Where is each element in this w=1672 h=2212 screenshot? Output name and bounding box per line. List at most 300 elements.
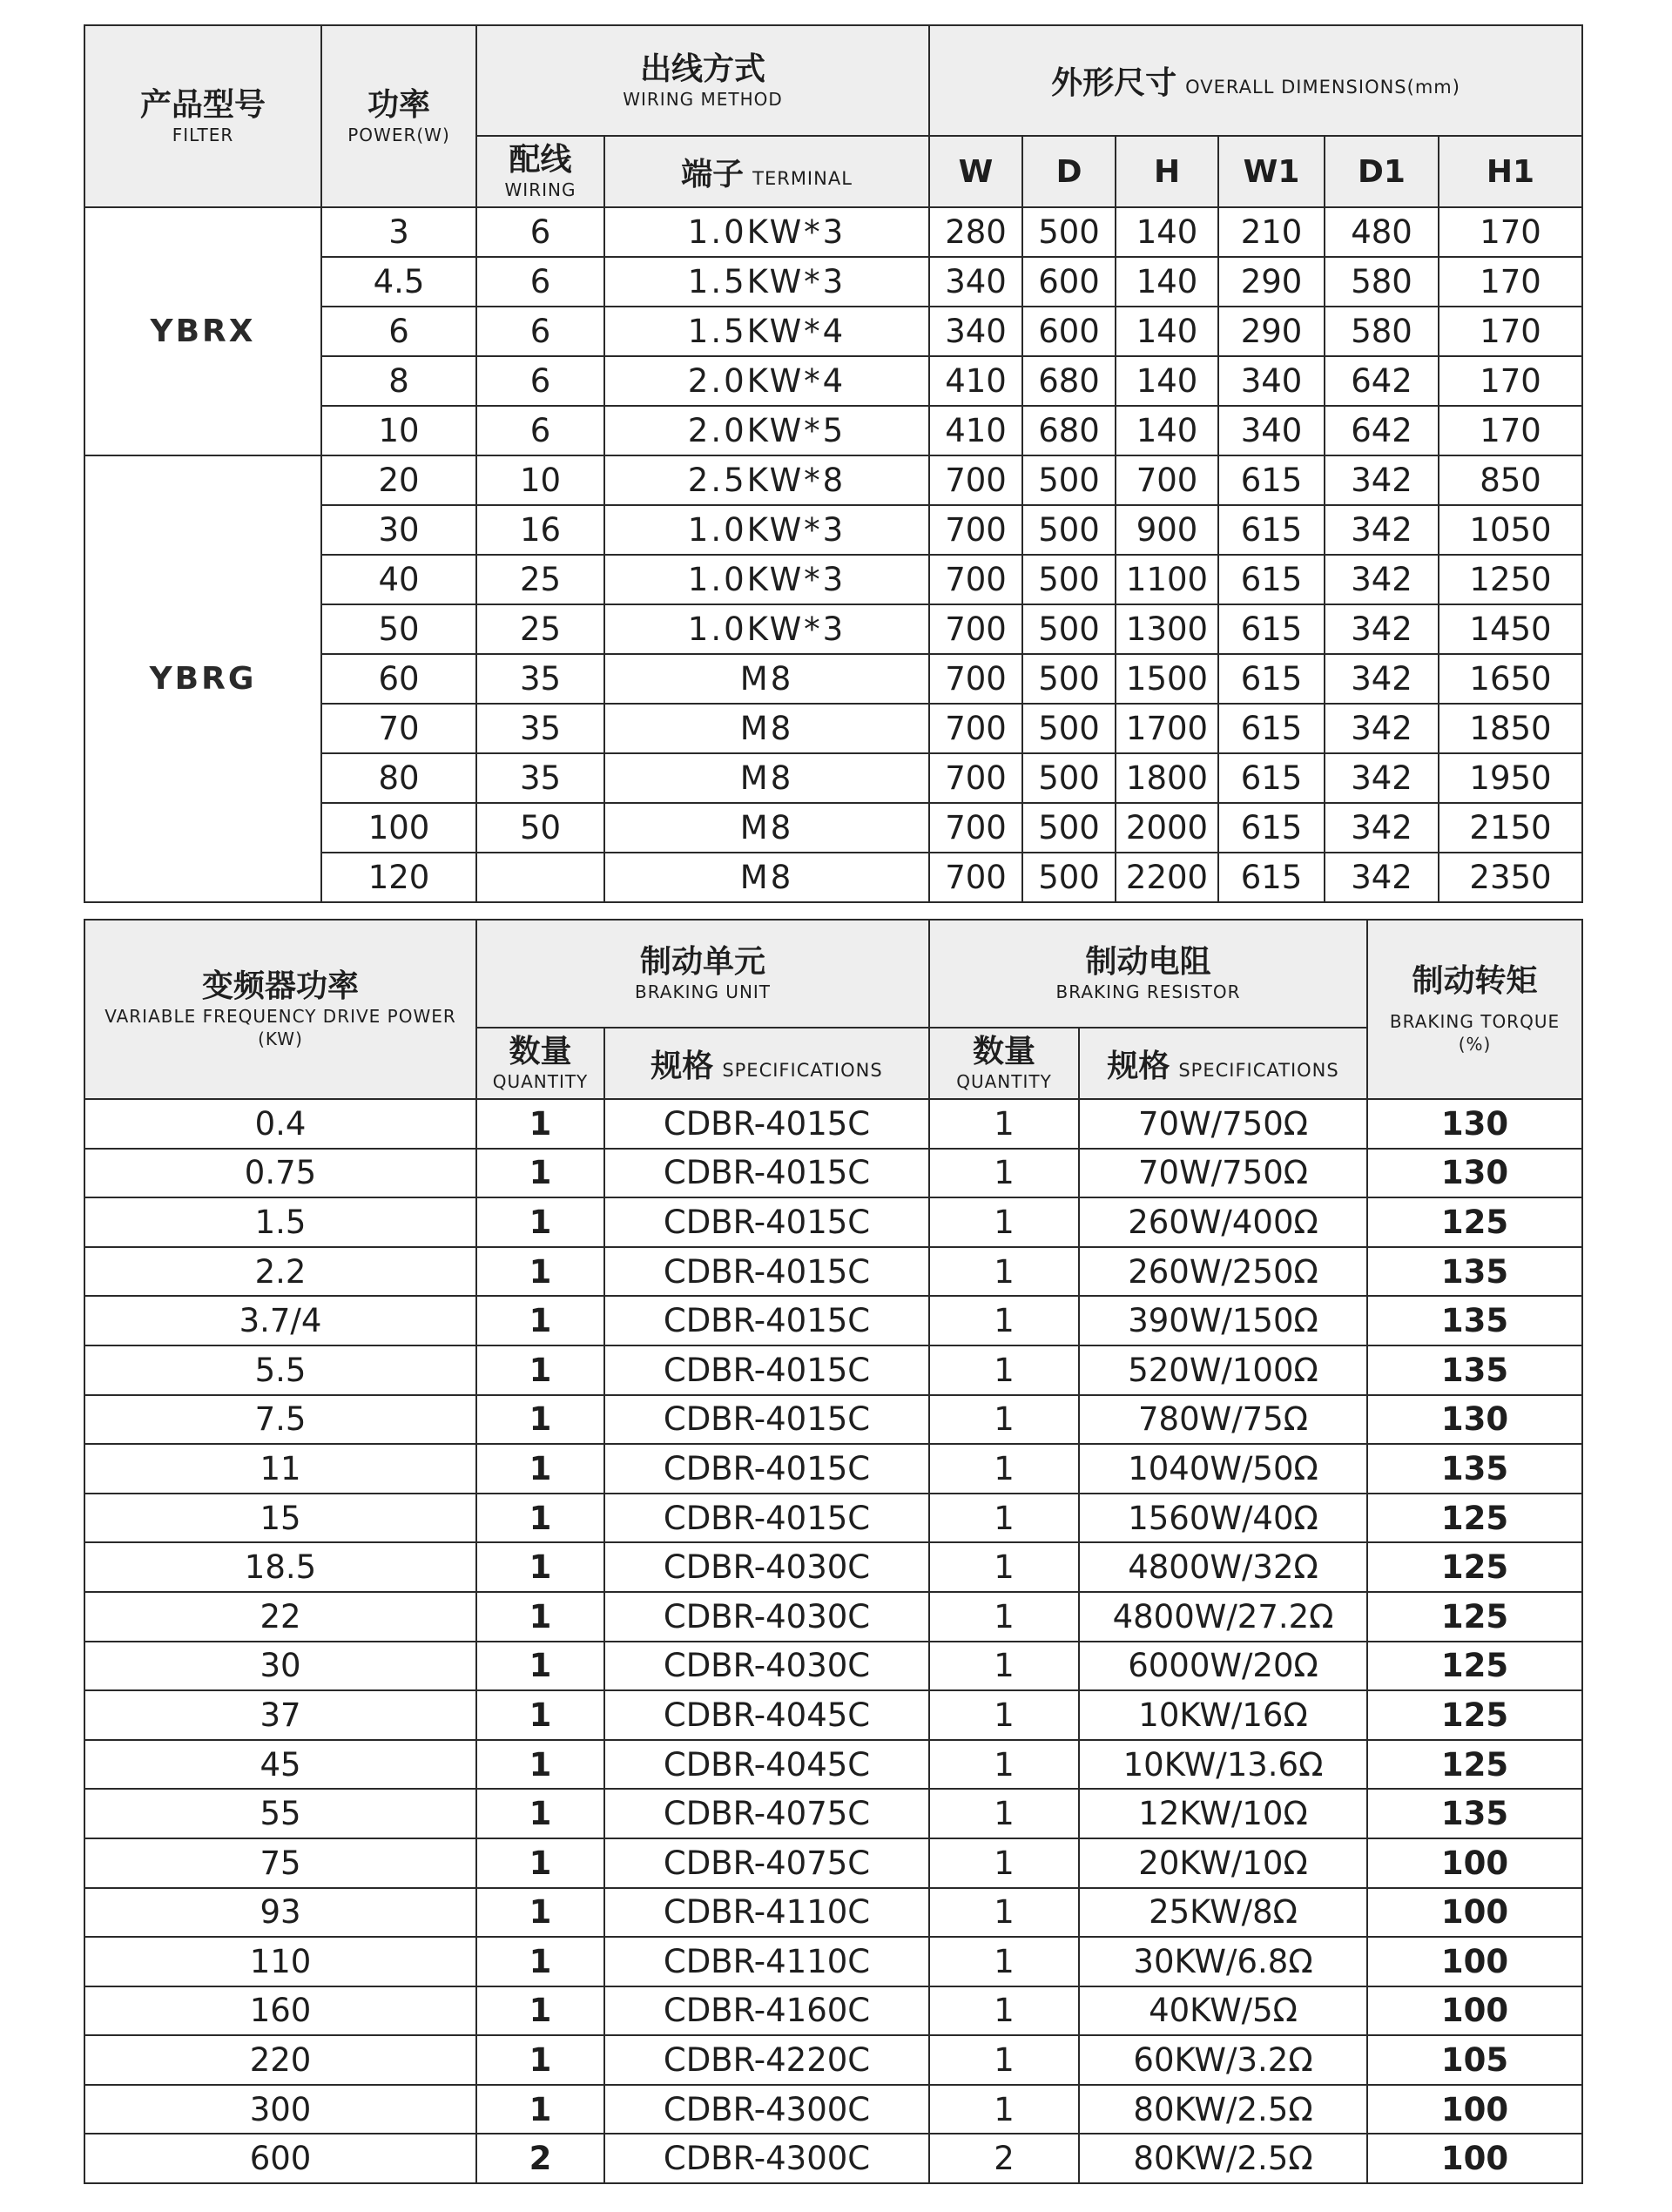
- resistor-spec-cell: 70W/750Ω: [1079, 1149, 1367, 1198]
- header-power: [321, 25, 476, 207]
- dim-d1-cell: 342: [1325, 803, 1439, 853]
- unit-spec-cell: CDBR-4015C: [604, 1197, 929, 1247]
- terminal-cell: 1.0KW*3: [604, 604, 929, 654]
- header-vfd-power: [84, 920, 476, 1099]
- table-row: [84, 1345, 1582, 1395]
- resistor-quantity-cell: 1: [929, 1247, 1079, 1297]
- dim-d1-cell: 342: [1325, 455, 1439, 505]
- resistor-quantity-cell: 1: [929, 1888, 1079, 1938]
- dim-w1-cell: 290: [1218, 307, 1325, 356]
- dim-w-cell: 700: [929, 604, 1022, 654]
- dim-h1-cell: 170: [1439, 307, 1582, 356]
- torque-cell: 100: [1367, 1937, 1582, 1986]
- power-cell: 6: [321, 307, 476, 356]
- dim-w-cell: 340: [929, 257, 1022, 307]
- terminal-cell: M8: [604, 803, 929, 853]
- resistor-spec-cell: 80KW/2.5Ω: [1079, 2085, 1367, 2134]
- unit-spec-cell: CDBR-4030C: [604, 1542, 929, 1592]
- header-braking-torque-unit: (%): [1458, 1034, 1492, 1055]
- unit-quantity-cell: 1: [476, 1494, 604, 1543]
- model-cell: YBRX: [84, 207, 321, 455]
- resistor-spec-cell: 70W/750Ω: [1079, 1099, 1367, 1149]
- terminal-cell: M8: [604, 753, 929, 803]
- dim-w1-cell: 615: [1218, 704, 1325, 753]
- power-cell: 8: [321, 356, 476, 406]
- dim-d-cell: 500: [1022, 555, 1116, 604]
- dim-h-cell: 140: [1116, 207, 1218, 257]
- dim-w-cell: 700: [929, 455, 1022, 505]
- dim-w1-cell: 290: [1218, 257, 1325, 307]
- dim-h1-cell: 1850: [1439, 704, 1582, 753]
- dim-w-cell: 700: [929, 555, 1022, 604]
- unit-quantity-cell: 1: [476, 2035, 604, 2085]
- table-row: [84, 1888, 1582, 1938]
- dim-w-cell: 340: [929, 307, 1022, 356]
- dim-h1-cell: 2150: [1439, 803, 1582, 853]
- header-terminal-en: TERMINAL: [752, 167, 853, 189]
- header-model: [84, 25, 321, 207]
- header-resistor-spec-cn: 规格: [1107, 1048, 1170, 1084]
- torque-cell: 125: [1367, 1197, 1582, 1247]
- resistor-spec-cell: 40KW/5Ω: [1079, 1986, 1367, 2036]
- resistor-quantity-cell: 1: [929, 1838, 1079, 1888]
- resistor-spec-cell: 390W/150Ω: [1079, 1296, 1367, 1345]
- braking-config-table: [84, 919, 1583, 2184]
- dim-d1-cell: 342: [1325, 654, 1439, 704]
- dim-d-cell: 500: [1022, 505, 1116, 555]
- header-unit-spec-en: SPECIFICATIONS: [722, 1059, 883, 1081]
- wiring-cell: 6: [476, 307, 604, 356]
- dim-d1-cell: 580: [1325, 307, 1439, 356]
- resistor-spec-cell: 260W/250Ω: [1079, 1247, 1367, 1297]
- vfd-power-cell: 5.5: [84, 1345, 476, 1395]
- dim-w-cell: 700: [929, 654, 1022, 704]
- dim-w1-cell: 615: [1218, 555, 1325, 604]
- dim-h1-cell: 1250: [1439, 555, 1582, 604]
- vfd-power-cell: 37: [84, 1690, 476, 1740]
- resistor-quantity-cell: 2: [929, 2134, 1079, 2183]
- dim-d-cell: 500: [1022, 207, 1116, 257]
- header-h1: H1: [1439, 136, 1582, 207]
- unit-quantity-cell: 1: [476, 1444, 604, 1494]
- resistor-quantity-cell: 1: [929, 1740, 1079, 1790]
- dim-h1-cell: 170: [1439, 406, 1582, 455]
- resistor-quantity-cell: 1: [929, 1444, 1079, 1494]
- torque-cell: 135: [1367, 1296, 1582, 1345]
- header-terminal-cn: 端子: [681, 156, 745, 192]
- torque-cell: 135: [1367, 1789, 1582, 1838]
- header-braking-resistor: [929, 920, 1367, 1028]
- dim-h1-cell: 1450: [1439, 604, 1582, 654]
- unit-quantity-cell: 1: [476, 1592, 604, 1642]
- table-row: [84, 1542, 1582, 1592]
- header-braking-resistor-cn: 制动电阻: [1085, 944, 1211, 980]
- unit-spec-cell: CDBR-4045C: [604, 1740, 929, 1790]
- dim-w-cell: 700: [929, 704, 1022, 753]
- resistor-spec-cell: 1560W/40Ω: [1079, 1494, 1367, 1543]
- wiring-cell: 16: [476, 505, 604, 555]
- dim-w1-cell: 340: [1218, 356, 1325, 406]
- table-row: [84, 1395, 1582, 1445]
- torque-cell: 130: [1367, 1395, 1582, 1445]
- resistor-spec-cell: 10KW/13.6Ω: [1079, 1740, 1367, 1790]
- table-row: [84, 1592, 1582, 1642]
- unit-spec-cell: CDBR-4015C: [604, 1247, 929, 1297]
- dim-w-cell: 700: [929, 753, 1022, 803]
- vfd-power-cell: 0.75: [84, 1149, 476, 1198]
- torque-cell: 100: [1367, 1986, 1582, 2036]
- header-wiring-cn: 配线: [509, 142, 572, 178]
- dim-w-cell: 700: [929, 853, 1022, 902]
- torque-cell: 125: [1367, 1642, 1582, 1691]
- table-row: [84, 1296, 1582, 1345]
- power-cell: 70: [321, 704, 476, 753]
- table-row: [84, 2035, 1582, 2085]
- power-cell: 20: [321, 455, 476, 505]
- table-row: [84, 1690, 1582, 1740]
- wiring-cell: 10: [476, 455, 604, 505]
- vfd-power-cell: 22: [84, 1592, 476, 1642]
- power-cell: 100: [321, 803, 476, 853]
- header-vfd-power-cn: 变频器功率: [201, 968, 359, 1004]
- header-d: D: [1022, 136, 1116, 207]
- power-cell: 40: [321, 555, 476, 604]
- unit-spec-cell: CDBR-4015C: [604, 1494, 929, 1543]
- header-unit-spec-cn: 规格: [651, 1048, 714, 1084]
- header-model-cn: 产品型号: [139, 86, 266, 123]
- terminal-cell: 2.0KW*4: [604, 356, 929, 406]
- torque-cell: 125: [1367, 1740, 1582, 1790]
- unit-spec-cell: CDBR-4075C: [604, 1838, 929, 1888]
- resistor-spec-cell: 10KW/16Ω: [1079, 1690, 1367, 1740]
- terminal-cell: M8: [604, 704, 929, 753]
- table-row: [84, 1986, 1582, 2036]
- dim-h1-cell: 1050: [1439, 505, 1582, 555]
- dim-d1-cell: 342: [1325, 555, 1439, 604]
- unit-spec-cell: CDBR-4015C: [604, 1345, 929, 1395]
- torque-cell: 100: [1367, 2134, 1582, 2183]
- dim-d1-cell: 342: [1325, 704, 1439, 753]
- dim-w1-cell: 340: [1218, 406, 1325, 455]
- dim-d-cell: 500: [1022, 704, 1116, 753]
- wiring-cell: [476, 853, 604, 902]
- header-unit-quantity: [476, 1028, 604, 1099]
- header-terminal: [604, 136, 929, 207]
- header-dimensions-cn: 外形尺寸: [1051, 65, 1177, 101]
- wiring-cell: 35: [476, 753, 604, 803]
- dim-d1-cell: 642: [1325, 356, 1439, 406]
- resistor-quantity-cell: 1: [929, 1592, 1079, 1642]
- header-resistor-quantity-cn: 数量: [973, 1034, 1036, 1069]
- header-power-cn: 功率: [367, 86, 430, 123]
- header-wiring-method-en: WIRING METHOD: [623, 88, 783, 110]
- power-cell: 120: [321, 853, 476, 902]
- power-cell: 10: [321, 406, 476, 455]
- torque-cell: 125: [1367, 1542, 1582, 1592]
- dim-h-cell: 1300: [1116, 604, 1218, 654]
- wiring-cell: 50: [476, 803, 604, 853]
- resistor-spec-cell: 60KW/3.2Ω: [1079, 2035, 1367, 2085]
- resistor-spec-cell: 30KW/6.8Ω: [1079, 1937, 1367, 1986]
- unit-spec-cell: CDBR-4030C: [604, 1592, 929, 1642]
- header-wiring-en: WIRING: [504, 179, 576, 200]
- unit-quantity-cell: 1: [476, 1149, 604, 1198]
- dim-d-cell: 600: [1022, 307, 1116, 356]
- dim-h1-cell: 1650: [1439, 654, 1582, 704]
- dim-d1-cell: 642: [1325, 406, 1439, 455]
- unit-spec-cell: CDBR-4220C: [604, 2035, 929, 2085]
- dim-h-cell: 140: [1116, 356, 1218, 406]
- dim-w-cell: 700: [929, 803, 1022, 853]
- header-h: H: [1116, 136, 1218, 207]
- vfd-power-cell: 160: [84, 1986, 476, 2036]
- dim-h1-cell: 170: [1439, 207, 1582, 257]
- vfd-power-cell: 0.4: [84, 1099, 476, 1149]
- dim-d1-cell: 342: [1325, 604, 1439, 654]
- dim-d-cell: 680: [1022, 356, 1116, 406]
- vfd-power-cell: 45: [84, 1740, 476, 1790]
- header-resistor-quantity: [929, 1028, 1079, 1099]
- header-w1: W1: [1218, 136, 1325, 207]
- torque-cell: 125: [1367, 1494, 1582, 1543]
- header-resistor-spec: [1079, 1028, 1367, 1099]
- vfd-power-cell: 220: [84, 2035, 476, 2085]
- header-vfd-power-unit: (KW): [258, 1028, 303, 1049]
- table-row: [84, 1838, 1582, 1888]
- header-model-en: FILTER: [172, 124, 234, 145]
- power-cell: 60: [321, 654, 476, 704]
- terminal-cell: 1.0KW*3: [604, 207, 929, 257]
- table-row: [84, 2134, 1582, 2183]
- terminal-cell: M8: [604, 654, 929, 704]
- dim-h-cell: 140: [1116, 307, 1218, 356]
- unit-spec-cell: CDBR-4160C: [604, 1986, 929, 2036]
- torque-cell: 130: [1367, 1149, 1582, 1198]
- dim-w1-cell: 615: [1218, 803, 1325, 853]
- unit-quantity-cell: 1: [476, 1099, 604, 1149]
- dim-d-cell: 500: [1022, 803, 1116, 853]
- table-row: [84, 1789, 1582, 1838]
- unit-quantity-cell: 1: [476, 1247, 604, 1297]
- dim-d-cell: 500: [1022, 753, 1116, 803]
- header-braking-unit: [476, 920, 929, 1028]
- resistor-quantity-cell: 1: [929, 1296, 1079, 1345]
- power-cell: 4.5: [321, 257, 476, 307]
- wiring-cell: 35: [476, 704, 604, 753]
- table-row: [84, 1149, 1582, 1198]
- unit-spec-cell: CDBR-4110C: [604, 1937, 929, 1986]
- dim-w-cell: 280: [929, 207, 1022, 257]
- dim-h-cell: 1700: [1116, 704, 1218, 753]
- resistor-quantity-cell: 1: [929, 1642, 1079, 1691]
- torque-cell: 125: [1367, 1690, 1582, 1740]
- vfd-power-cell: 11: [84, 1444, 476, 1494]
- header-dimensions-en: OVERALL DIMENSIONS(mm): [1185, 77, 1460, 98]
- vfd-power-cell: 55: [84, 1789, 476, 1838]
- dim-d1-cell: 580: [1325, 257, 1439, 307]
- dim-w1-cell: 615: [1218, 753, 1325, 803]
- unit-quantity-cell: 1: [476, 1345, 604, 1395]
- unit-quantity-cell: 1: [476, 1642, 604, 1691]
- unit-spec-cell: CDBR-4300C: [604, 2134, 929, 2183]
- torque-cell: 100: [1367, 1838, 1582, 1888]
- header-resistor-quantity-en: QUANTITY: [956, 1071, 1052, 1092]
- dim-d1-cell: 480: [1325, 207, 1439, 257]
- resistor-quantity-cell: 1: [929, 1149, 1079, 1198]
- unit-spec-cell: CDBR-4110C: [604, 1888, 929, 1938]
- resistor-spec-cell: 4800W/27.2Ω: [1079, 1592, 1367, 1642]
- wiring-cell: 6: [476, 356, 604, 406]
- dim-h-cell: 140: [1116, 257, 1218, 307]
- header-wiring-method-cn: 出线方式: [640, 51, 766, 87]
- resistor-spec-cell: 20KW/10Ω: [1079, 1838, 1367, 1888]
- wiring-cell: 6: [476, 257, 604, 307]
- header-wiring-method: [476, 25, 929, 136]
- dim-w-cell: 700: [929, 505, 1022, 555]
- header-braking-torque-en: BRAKING TORQUE: [1389, 1011, 1561, 1032]
- power-cell: 50: [321, 604, 476, 654]
- unit-spec-cell: CDBR-4015C: [604, 1149, 929, 1198]
- dim-w1-cell: 210: [1218, 207, 1325, 257]
- dim-d1-cell: 342: [1325, 753, 1439, 803]
- model-cell: YBRG: [84, 455, 321, 902]
- terminal-cell: 1.0KW*3: [604, 505, 929, 555]
- unit-quantity-cell: 1: [476, 1197, 604, 1247]
- dim-d-cell: 500: [1022, 604, 1116, 654]
- resistor-spec-cell: 25KW/8Ω: [1079, 1888, 1367, 1938]
- header-power-en: POWER(W): [347, 124, 450, 145]
- resistor-quantity-cell: 1: [929, 1099, 1079, 1149]
- dim-h-cell: 2000: [1116, 803, 1218, 853]
- wiring-cell: 6: [476, 406, 604, 455]
- power-cell: 30: [321, 505, 476, 555]
- dim-w-cell: 410: [929, 356, 1022, 406]
- terminal-cell: 1.5KW*4: [604, 307, 929, 356]
- header-unit-quantity-en: QUANTITY: [492, 1071, 589, 1092]
- power-cell: 3: [321, 207, 476, 257]
- header-braking-torque-cn: 制动转矩: [1412, 963, 1538, 999]
- resistor-quantity-cell: 1: [929, 1494, 1079, 1543]
- dim-h1-cell: 170: [1439, 257, 1582, 307]
- resistor-quantity-cell: 1: [929, 1345, 1079, 1395]
- torque-cell: 100: [1367, 2085, 1582, 2134]
- unit-quantity-cell: 1: [476, 1789, 604, 1838]
- dim-w1-cell: 615: [1218, 604, 1325, 654]
- dim-h-cell: 140: [1116, 406, 1218, 455]
- unit-spec-cell: CDBR-4030C: [604, 1642, 929, 1691]
- vfd-power-cell: 30: [84, 1642, 476, 1691]
- vfd-power-cell: 93: [84, 1888, 476, 1938]
- torque-cell: 130: [1367, 1099, 1582, 1149]
- vfd-power-cell: 15: [84, 1494, 476, 1543]
- unit-quantity-cell: 1: [476, 1296, 604, 1345]
- vfd-power-cell: 1.5: [84, 1197, 476, 1247]
- unit-spec-cell: CDBR-4015C: [604, 1296, 929, 1345]
- vfd-power-cell: 600: [84, 2134, 476, 2183]
- resistor-quantity-cell: 1: [929, 2085, 1079, 2134]
- header-w: W: [929, 136, 1022, 207]
- table-row: [84, 207, 1582, 257]
- dim-h1-cell: 1950: [1439, 753, 1582, 803]
- header-d1: D1: [1325, 136, 1439, 207]
- torque-cell: 135: [1367, 1247, 1582, 1297]
- dim-d-cell: 680: [1022, 406, 1116, 455]
- power-cell: 80: [321, 753, 476, 803]
- header-resistor-spec-en: SPECIFICATIONS: [1178, 1059, 1339, 1081]
- unit-spec-cell: CDBR-4045C: [604, 1690, 929, 1740]
- resistor-quantity-cell: 1: [929, 2035, 1079, 2085]
- table-row: [84, 1740, 1582, 1790]
- unit-quantity-cell: 1: [476, 1690, 604, 1740]
- header-unit-quantity-cn: 数量: [509, 1034, 572, 1069]
- dim-h-cell: 1100: [1116, 555, 1218, 604]
- table-row: [84, 1099, 1582, 1149]
- table-row: [84, 1494, 1582, 1543]
- terminal-cell: 1.5KW*3: [604, 257, 929, 307]
- unit-spec-cell: CDBR-4015C: [604, 1395, 929, 1445]
- header-wiring: [476, 136, 604, 207]
- wiring-cell: 6: [476, 207, 604, 257]
- filter-dimensions-table: [84, 24, 1583, 903]
- vfd-power-cell: 7.5: [84, 1395, 476, 1445]
- dim-h-cell: 900: [1116, 505, 1218, 555]
- table-row: [84, 1642, 1582, 1691]
- resistor-spec-cell: 1040W/50Ω: [1079, 1444, 1367, 1494]
- unit-quantity-cell: 1: [476, 1395, 604, 1445]
- resistor-quantity-cell: 1: [929, 1197, 1079, 1247]
- dim-d-cell: 500: [1022, 455, 1116, 505]
- resistor-quantity-cell: 1: [929, 1395, 1079, 1445]
- unit-quantity-cell: 1: [476, 1740, 604, 1790]
- header-dimensions: [929, 25, 1582, 136]
- header-braking-torque: [1367, 920, 1582, 1099]
- unit-quantity-cell: 1: [476, 1888, 604, 1938]
- torque-cell: 105: [1367, 2035, 1582, 2085]
- terminal-cell: 1.0KW*3: [604, 555, 929, 604]
- resistor-spec-cell: 780W/75Ω: [1079, 1395, 1367, 1445]
- unit-quantity-cell: 1: [476, 1937, 604, 1986]
- table-row: [84, 1444, 1582, 1494]
- table-row: [84, 1937, 1582, 1986]
- dim-w1-cell: 615: [1218, 505, 1325, 555]
- header-braking-unit-en: BRAKING UNIT: [634, 981, 772, 1002]
- dim-w1-cell: 615: [1218, 654, 1325, 704]
- dim-h-cell: 1500: [1116, 654, 1218, 704]
- unit-quantity-cell: 1: [476, 1986, 604, 2036]
- resistor-spec-cell: 6000W/20Ω: [1079, 1642, 1367, 1691]
- wiring-cell: 25: [476, 555, 604, 604]
- header-unit-spec: [604, 1028, 929, 1099]
- vfd-power-cell: 75: [84, 1838, 476, 1888]
- resistor-spec-cell: 4800W/32Ω: [1079, 1542, 1367, 1592]
- dim-w-cell: 410: [929, 406, 1022, 455]
- header-braking-unit-cn: 制动单元: [640, 944, 766, 980]
- resistor-spec-cell: 520W/100Ω: [1079, 1345, 1367, 1395]
- torque-cell: 135: [1367, 1444, 1582, 1494]
- resistor-spec-cell: 260W/400Ω: [1079, 1197, 1367, 1247]
- dim-h1-cell: 2350: [1439, 853, 1582, 902]
- resistor-spec-cell: 80KW/2.5Ω: [1079, 2134, 1367, 2183]
- terminal-cell: M8: [604, 853, 929, 902]
- dim-d-cell: 500: [1022, 853, 1116, 902]
- resistor-quantity-cell: 1: [929, 1986, 1079, 2036]
- dim-d-cell: 500: [1022, 654, 1116, 704]
- table-row: [84, 1197, 1582, 1247]
- vfd-power-cell: 2.2: [84, 1247, 476, 1297]
- resistor-quantity-cell: 1: [929, 1937, 1079, 1986]
- torque-cell: 125: [1367, 1592, 1582, 1642]
- resistor-quantity-cell: 1: [929, 1690, 1079, 1740]
